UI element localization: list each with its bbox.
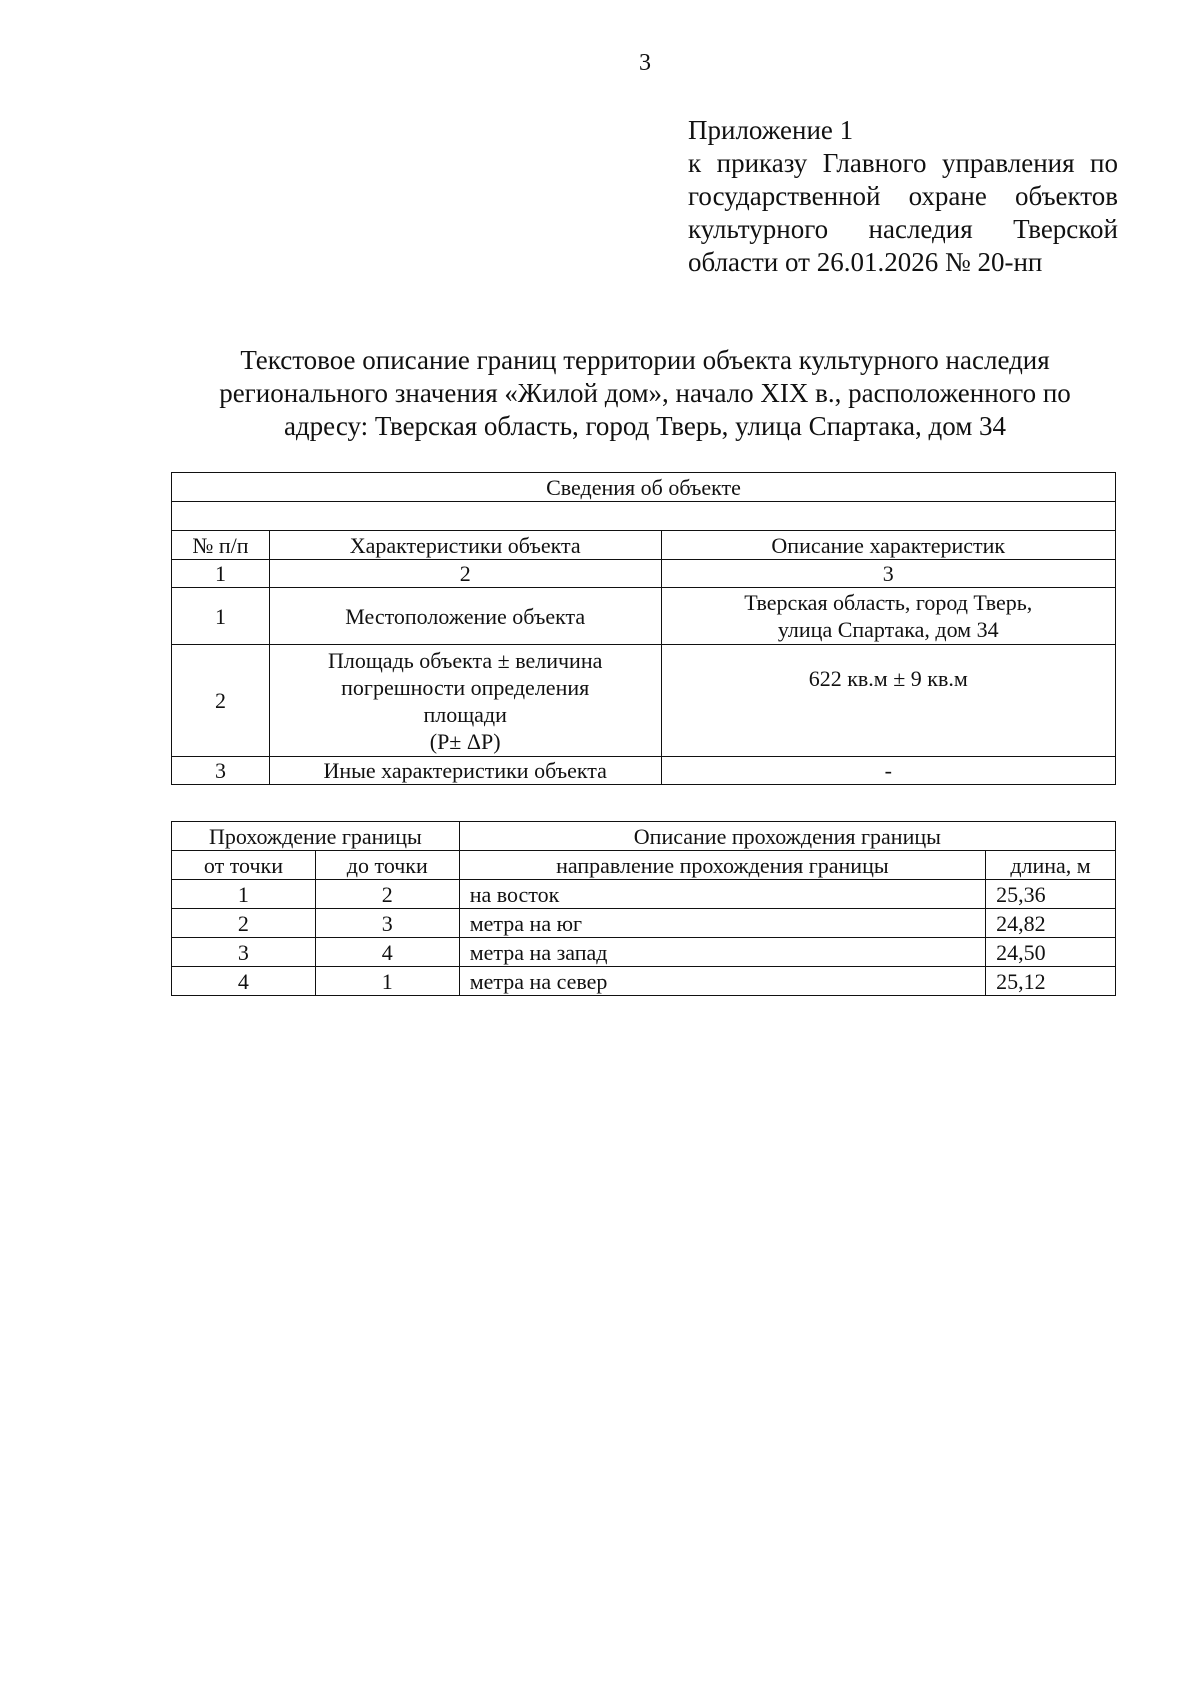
row-characteristic [269,645,661,757]
appendix-line-4: культурного наследия Тверской [688,214,1118,244]
cell-to: 3 [315,909,459,938]
row-num: 1 [172,588,270,645]
description-line: улица Спартака, дом 34 [777,617,999,642]
cell-length: 24,50 [986,938,1116,967]
cell-from: 4 [172,967,316,996]
appendix-line-2: к приказу Главного управления по [688,148,1118,178]
cell-to: 1 [315,967,459,996]
column-number-1: 1 [172,560,270,588]
column-number-2: 2 [269,560,661,588]
row-description [661,588,1116,645]
cell-length: 25,36 [986,880,1116,909]
row-num: 2 [172,645,270,757]
cell-direction: на восток [459,880,985,909]
characteristic-line: Иные характеристики объекта [323,758,607,783]
cell-direction: метра на юг [459,909,985,938]
cell-from: 1 [172,880,316,909]
header-num: № п/п [172,531,270,560]
group-header-description: Описание прохождения границы [459,822,1115,851]
characteristic-line: Площадь объекта ± величина [328,647,603,673]
appendix-line-5: области от 26.01.2026 № 20-нп [688,247,1043,277]
appendix-header [688,114,1118,279]
document-title [160,344,1130,443]
title-line-2: регионального значения «Жилой дом», начало XIX в., расположенного по [219,378,1071,408]
header-characteristic: Характеристики объекта [269,531,661,560]
title-line-1: Текстовое описание границ территории объекта культурного наследия [240,345,1050,375]
table-row [172,880,1116,909]
cell-direction: метра на север [459,967,985,996]
header-description: Описание характеристик [661,531,1116,560]
description-line: Тверская область, город Тверь, [744,590,1033,615]
cell-to: 4 [315,938,459,967]
characteristic-line: погрешности определения [341,674,590,700]
row-characteristic [269,757,661,785]
page-number: 3 [639,50,651,76]
table-row [172,645,1116,757]
title-line-3: адресу: Тверская область, город Тверь, улица Спартака, дом 34 [283,411,1007,441]
characteristic-line: (Р± ΔР) [429,728,501,754]
cell-length: 24,82 [986,909,1116,938]
row-description [661,645,1116,757]
info-table-caption: Сведения об объекте [172,473,1116,502]
row-description [661,757,1116,785]
object-info-table [171,472,1116,785]
cell-from: 3 [172,938,316,967]
cell-from: 2 [172,909,316,938]
table-row [172,588,1116,645]
row-characteristic [269,588,661,645]
table-row [172,909,1116,938]
cell-direction: метра на запад [459,938,985,967]
table-row [172,967,1116,996]
row-num: 3 [172,757,270,785]
cell-to: 2 [315,880,459,909]
cell-length: 25,12 [986,967,1116,996]
characteristic-line: Местоположение объекта [345,603,586,629]
description-line: - [884,758,892,783]
table-row [172,757,1116,785]
appendix-line-1: Приложение 1 [688,115,854,145]
characteristic-line: площади [423,701,507,727]
header-to-point: до точки [315,851,459,880]
boundary-table [171,821,1116,996]
table-row [172,938,1116,967]
column-number-3: 3 [661,560,1116,588]
description-line: 622 кв.м ± 9 кв.м [808,666,968,691]
header-from-point: от точки [172,851,316,880]
header-length: длина, м [986,851,1116,880]
group-header-passage: Прохождение границы [172,822,460,851]
header-direction: направление прохождения границы [459,851,985,880]
info-table-empty-row [172,502,1116,531]
appendix-line-3: государственной охране объектов [688,181,1118,211]
